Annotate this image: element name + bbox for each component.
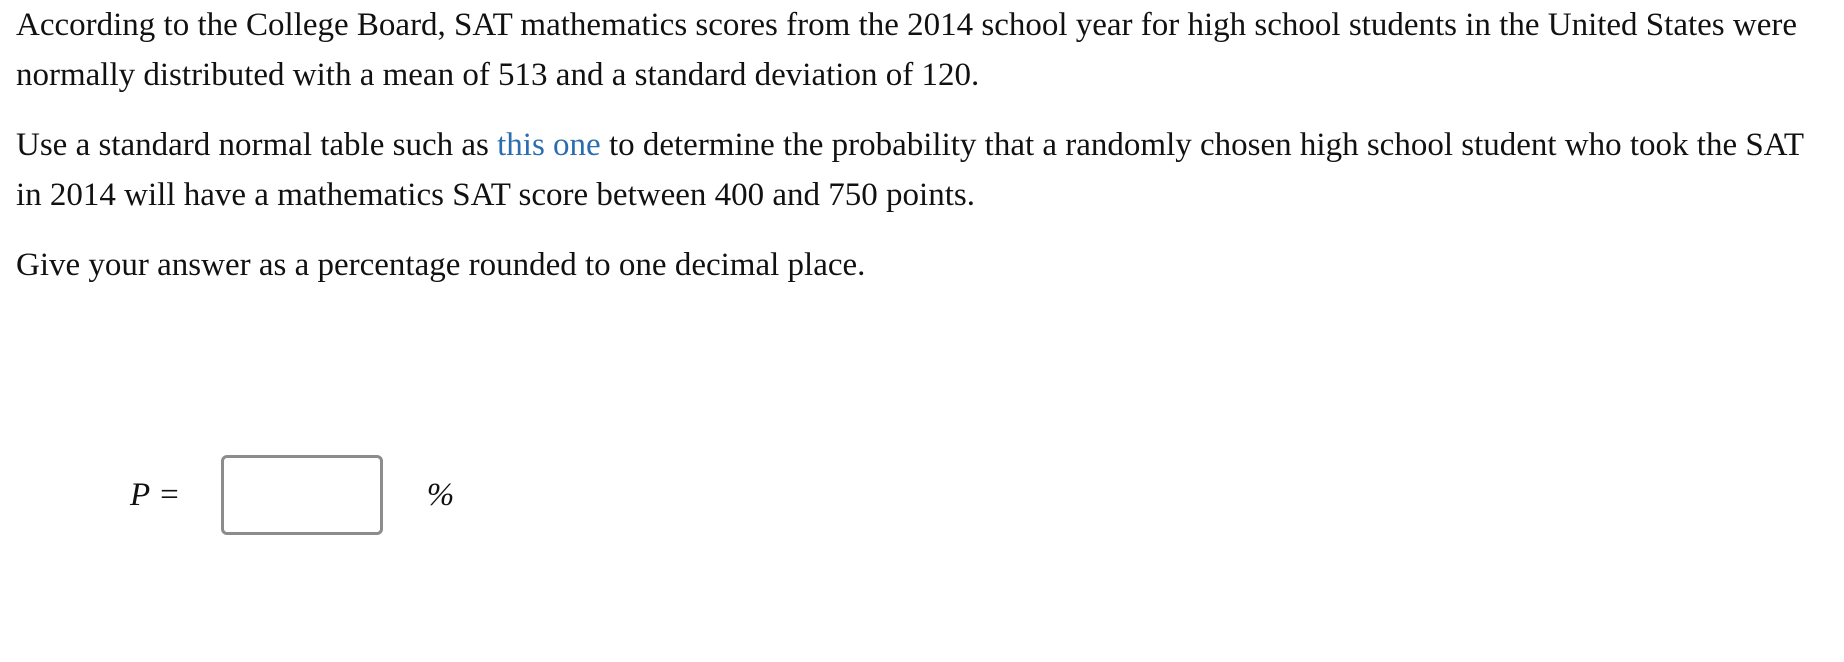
equals-sign: = (160, 476, 179, 513)
answer-variable-label: P (130, 476, 151, 513)
answer-input[interactable] (221, 455, 383, 535)
question-paragraph-1: According to the College Board, SAT mathematics scores from the 2014 school year for high school students in the United States were normally distributed with a mean of 513 and a standard deviation of 120. (16, 7, 1798, 93)
paragraph-2-text-before-link: Use a standard normal table such as (16, 127, 498, 163)
normal-table-link[interactable]: this one (497, 127, 601, 163)
question-paragraph-3: Give your answer as a percentage rounded to one decimal place. (16, 247, 866, 283)
paragraph-2-text-after-link: to determine the probability that a randomly chosen high school student who took the SAT in 2014 will have a mathematics SAT score between 400 and 750 points. (16, 127, 1804, 213)
question-paragraph-2 (16, 120, 1826, 220)
question-text (16, 0, 1826, 310)
percent-unit-label: % (426, 476, 455, 513)
answer-row (130, 452, 454, 538)
